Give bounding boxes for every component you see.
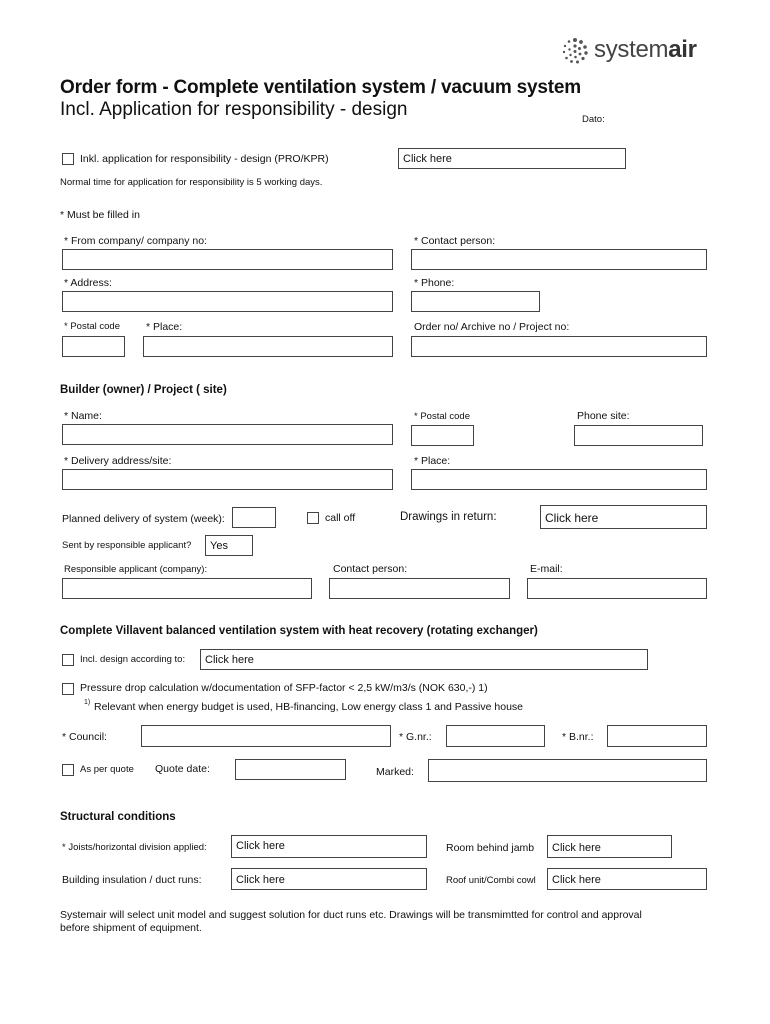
marked-input[interactable] bbox=[428, 759, 707, 782]
builder-postal-code-label: * Postal code bbox=[414, 411, 470, 422]
from-company-label: * From company/ company no: bbox=[64, 235, 207, 247]
email-input[interactable] bbox=[527, 578, 707, 599]
applicant-contact-person-input[interactable] bbox=[329, 578, 510, 599]
joists-label: * Joists/horizontal division applied: bbox=[62, 842, 207, 853]
footnote-text: Relevant when energy budget is used, HB-financing, Low energy class 1 and Passive house bbox=[94, 701, 524, 713]
page-title: Order form - Complete ventilation system / vacuum system bbox=[60, 77, 581, 98]
footer-line-1: Systemair will select unit model and suggest solution for duct runs etc. Drawings will be transmimtted for control and approval bbox=[60, 909, 642, 921]
building-insulation-field[interactable]: Click here bbox=[231, 868, 427, 890]
pressure-drop-checkbox[interactable] bbox=[62, 683, 74, 695]
place-input[interactable] bbox=[143, 336, 393, 357]
address-input[interactable] bbox=[62, 291, 393, 312]
responsibility-design-label: Inkl. application for responsibility - design (PRO/KPR) bbox=[80, 153, 329, 165]
from-company-input[interactable] bbox=[62, 249, 393, 270]
phone-site-label: Phone site: bbox=[577, 410, 630, 422]
design-according-label: Incl. design according to: bbox=[80, 654, 186, 665]
quote-date-label: Quote date: bbox=[155, 763, 210, 775]
quote-date-input[interactable] bbox=[235, 759, 346, 780]
contact-person-label: * Contact person: bbox=[414, 235, 496, 247]
council-input[interactable] bbox=[141, 725, 391, 747]
council-label: * Council: bbox=[62, 731, 107, 743]
planned-delivery-label: Planned delivery of system (week): bbox=[62, 513, 225, 525]
planned-delivery-input[interactable] bbox=[232, 507, 276, 528]
as-per-quote-label: As per quote bbox=[80, 764, 134, 775]
systemair-dots-icon bbox=[560, 36, 590, 66]
sent-by-field[interactable]: Yes bbox=[205, 535, 253, 556]
place-label: * Place: bbox=[146, 321, 183, 333]
room-behind-jamb-label: Room behind jamb bbox=[446, 842, 535, 854]
sent-by-label: Sent by responsible applicant? bbox=[62, 540, 192, 551]
responsibility-design-checkbox[interactable] bbox=[62, 153, 74, 165]
builder-postal-code-input[interactable] bbox=[411, 425, 474, 446]
bnr-label: * B.nr.: bbox=[562, 731, 594, 743]
marked-label: Marked: bbox=[376, 766, 414, 778]
builder-place-label: * Place: bbox=[414, 455, 451, 467]
roof-unit-label: Roof unit/Combi cowl bbox=[446, 875, 536, 886]
phone-site-input[interactable] bbox=[574, 425, 703, 446]
email-label: E-mail: bbox=[530, 563, 563, 575]
drawings-in-return-field[interactable]: Click here bbox=[540, 505, 707, 529]
call-off-checkbox[interactable] bbox=[307, 512, 319, 524]
date-label: Dato: bbox=[582, 114, 605, 125]
villavent-heading: Complete Villavent balanced ventilation system with heat recovery (rotating exchanger) bbox=[60, 625, 538, 637]
as-per-quote-checkbox[interactable] bbox=[62, 764, 74, 776]
builder-heading: Builder (owner) / Project ( site) bbox=[60, 384, 227, 396]
responsibility-design-field[interactable]: Click here bbox=[398, 148, 626, 169]
design-according-field[interactable]: Click here bbox=[200, 649, 648, 670]
bnr-input[interactable] bbox=[607, 725, 707, 747]
responsible-applicant-input[interactable] bbox=[62, 578, 312, 599]
builder-name-input[interactable] bbox=[62, 424, 393, 445]
responsible-applicant-label: Responsible applicant (company): bbox=[64, 564, 208, 575]
order-no-label: Order no/ Archive no / Project no: bbox=[414, 321, 570, 333]
contact-person-input[interactable] bbox=[411, 249, 707, 270]
systemair-wordmark: systemair bbox=[594, 36, 697, 63]
builder-name-label: * Name: bbox=[64, 410, 102, 422]
design-according-checkbox[interactable] bbox=[62, 654, 74, 666]
footnote-mark: 1) bbox=[84, 699, 91, 706]
normal-time-note: Normal time for application for responsibility is 5 working days. bbox=[60, 177, 323, 188]
address-label: * Address: bbox=[64, 277, 112, 289]
joists-field[interactable]: Click here bbox=[231, 835, 427, 858]
postal-code-input[interactable] bbox=[62, 336, 125, 357]
phone-input[interactable] bbox=[411, 291, 540, 312]
must-fill-note: * Must be filled in bbox=[60, 209, 140, 221]
drawings-in-return-label: Drawings in return: bbox=[400, 511, 497, 523]
pressure-drop-label: Pressure drop calculation w/documentation of SFP-factor < 2,5 kW/m3/s (NOK 630,-) 1) bbox=[80, 682, 488, 694]
postal-code-label: * Postal code bbox=[64, 321, 120, 332]
builder-place-input[interactable] bbox=[411, 469, 707, 490]
gnr-input[interactable] bbox=[446, 725, 545, 747]
systemair-logo bbox=[560, 36, 740, 66]
room-behind-jamb-field[interactable]: Click here bbox=[547, 835, 672, 858]
structural-heading: Structural conditions bbox=[60, 811, 176, 823]
roof-unit-field[interactable]: Click here bbox=[547, 868, 707, 890]
footer-line-2: before shipment of equipment. bbox=[60, 922, 202, 934]
order-no-input[interactable] bbox=[411, 336, 707, 357]
page-subtitle: Incl. Application for responsibility - design bbox=[60, 99, 408, 120]
applicant-contact-person-label: Contact person: bbox=[333, 563, 408, 575]
delivery-address-input[interactable] bbox=[62, 469, 393, 490]
call-off-label: call off bbox=[325, 512, 356, 524]
phone-label: * Phone: bbox=[414, 277, 455, 289]
delivery-address-label: * Delivery address/site: bbox=[64, 455, 172, 467]
gnr-label: * G.nr.: bbox=[399, 731, 432, 743]
building-insulation-label: Building insulation / duct runs: bbox=[62, 874, 202, 886]
